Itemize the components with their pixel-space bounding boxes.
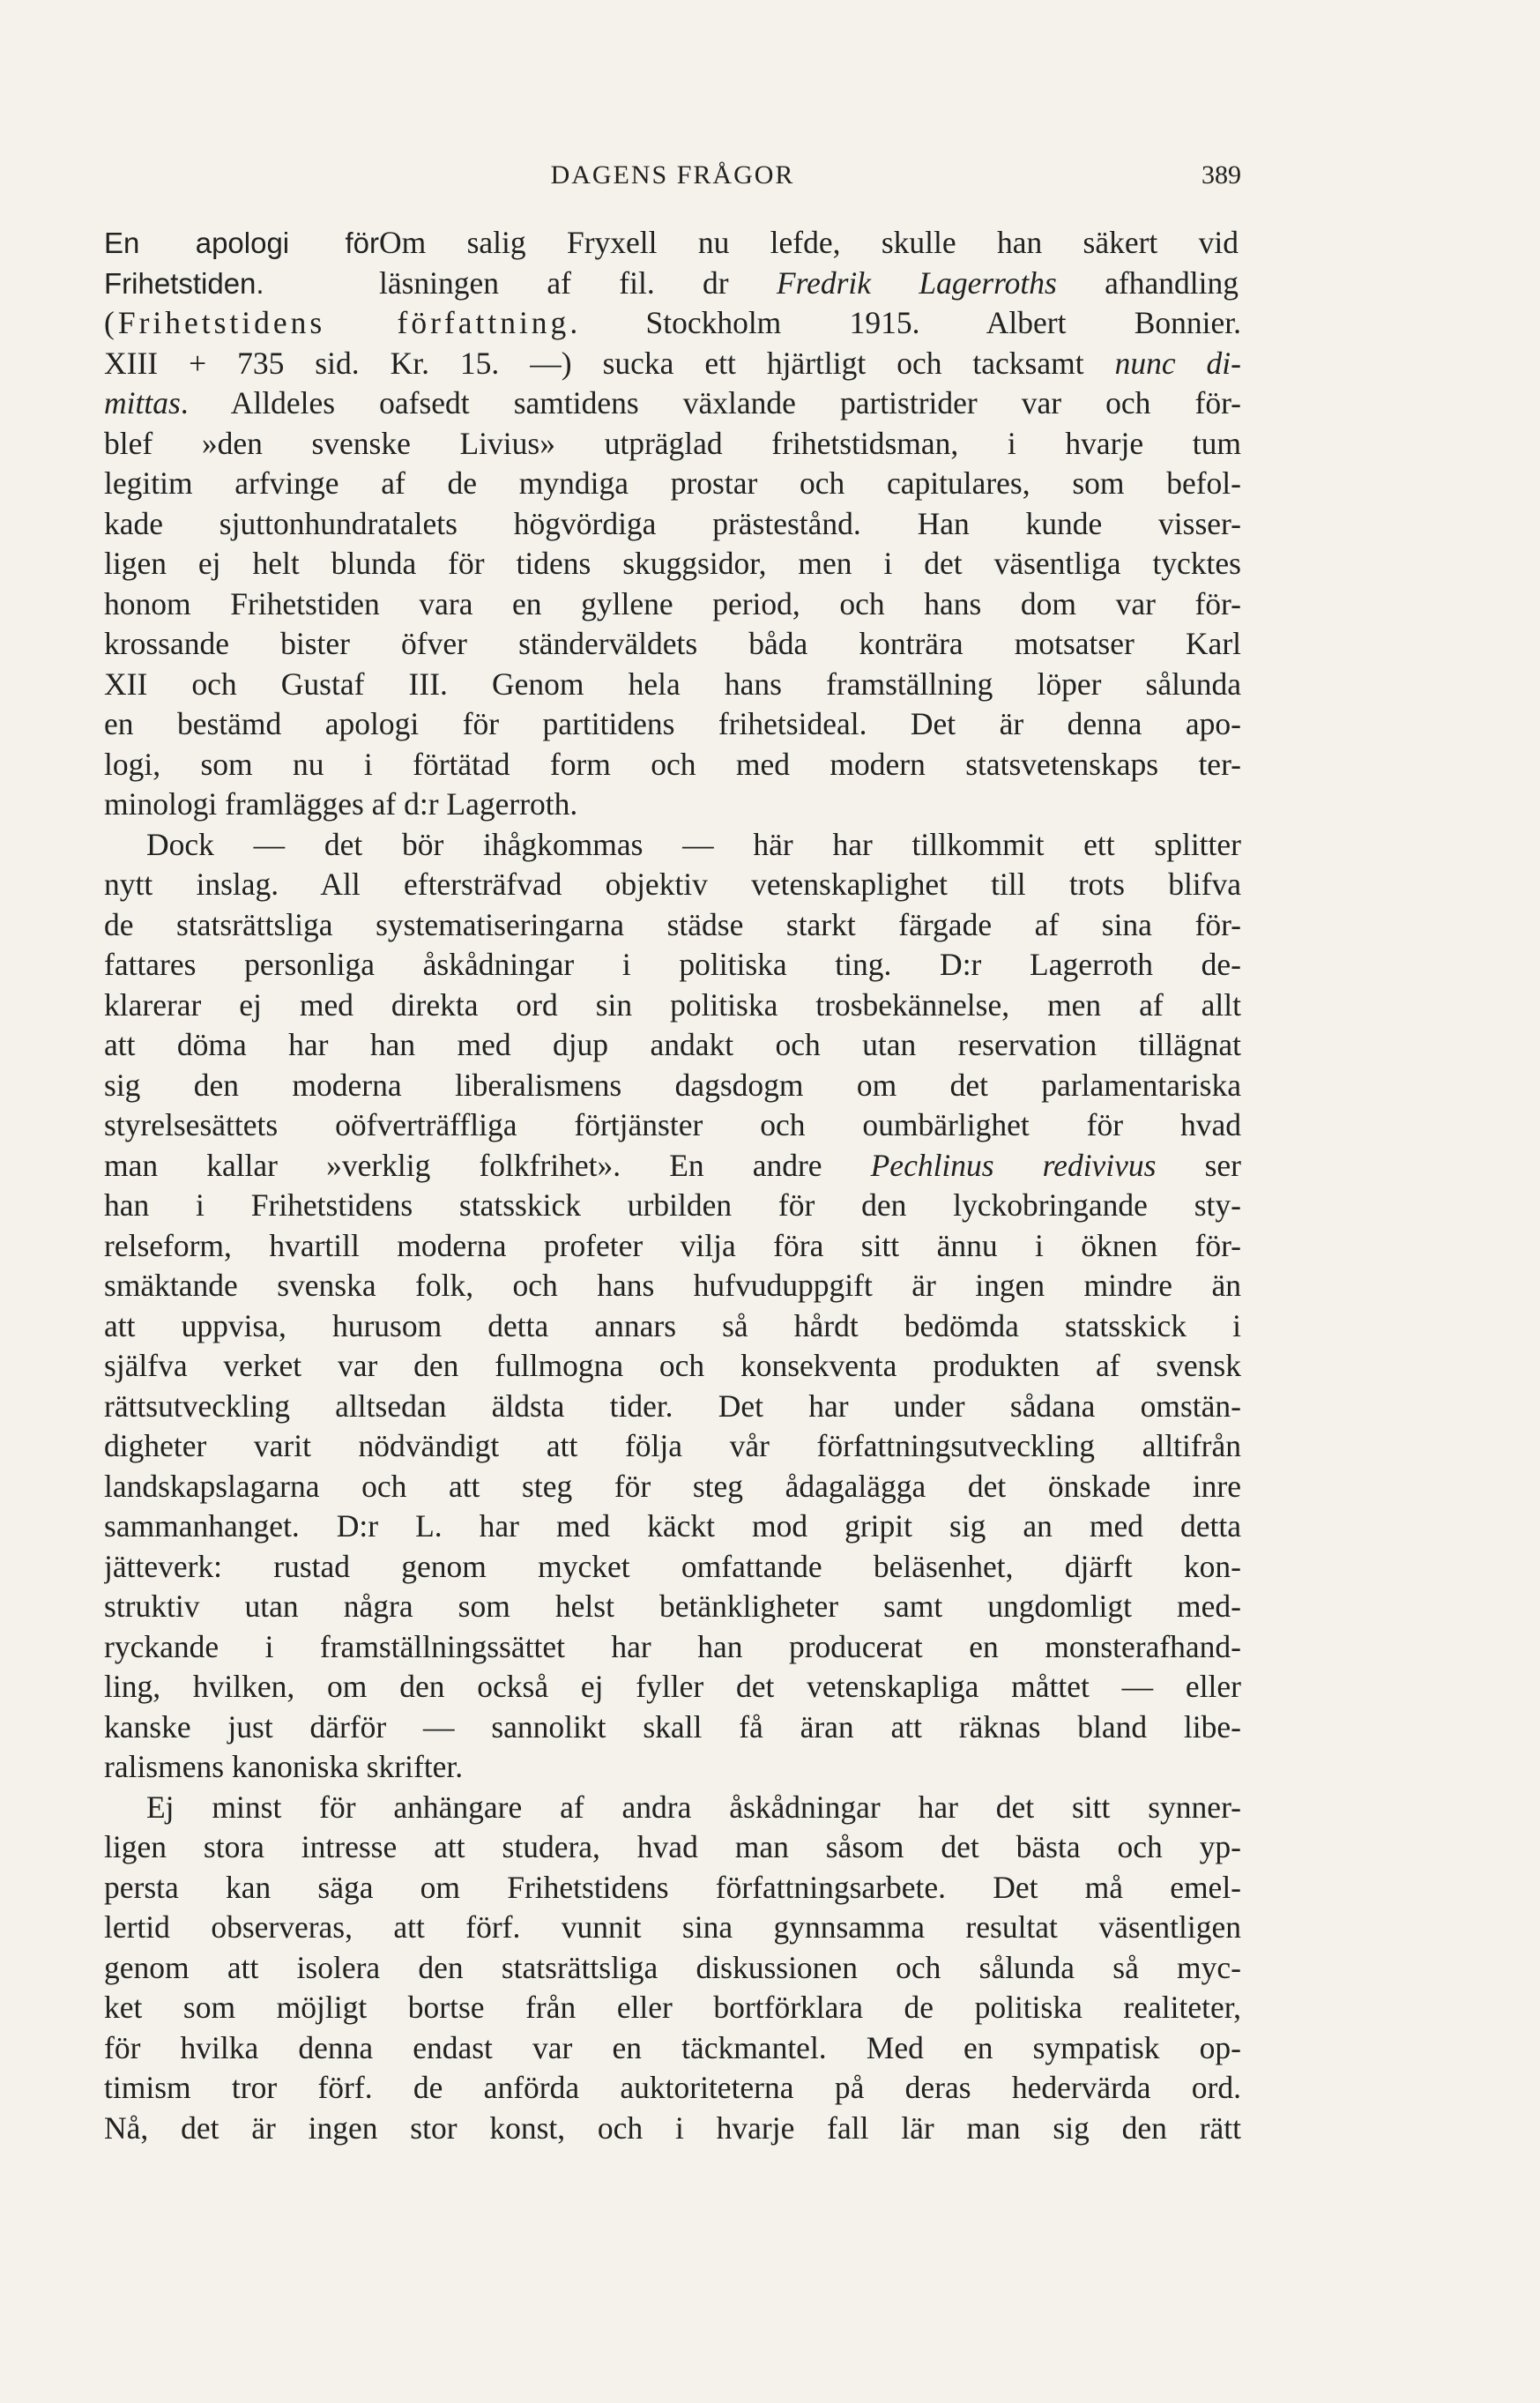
text-line: ryckande i framställningssättet har han producerat en monsterafhand- (104, 1628, 1241, 1664)
text-line: kanske just därför — sannolikt skall få äran att räknas bland libe- (104, 1708, 1241, 1745)
margin-note: En apologi för (104, 227, 379, 259)
text-line: ling, hvilken, om den också ej fyller det vetenskapliga måttet — eller (104, 1669, 1241, 1704)
text-line: ligen stora intresse att studera, hvad man såsom det bästa och yp- (104, 1829, 1241, 1864)
text-line: själfva verket var den fullmogna och konsekventa produkten af svensk (104, 1348, 1241, 1383)
text-line: timism tror förf. de anförda auktoriteterna på deras hedervärda ord. (104, 2070, 1241, 2105)
text-line: en bestämd apologi för partitidens frihetsideal. Det är denna apo- (104, 706, 1241, 741)
text-line: styrelsesättets oöfverträffliga förtjänster och oumbärlighet för hvad (104, 1107, 1241, 1142)
paragraph (104, 1788, 1241, 2149)
text-line: krossande bister öfver ständerväldets båda konträra motsatser Karl (104, 626, 1241, 661)
text-line: (Frihetstidens författning. Stockholm 1915. Albert Bonnier. (104, 305, 1241, 340)
text-line: jätteverk: rustad genom mycket omfattande beläsenhet, djärft kon- (104, 1548, 1241, 1584)
text-line: för hvilka denna endast var en täckmantel. Med en sympatisk op- (104, 2029, 1241, 2065)
text-line: Frihetstiden. läsningen af fil. dr Fredrik Lagerroths afhandling (104, 264, 1241, 304)
text-line: minologi framlägges af d:r Lagerroth. (104, 786, 578, 822)
margin-note: Frihetstiden. (104, 266, 264, 300)
text-line: han i Frihetstidens statsskick urbilden för den lyckobringande sty- (104, 1187, 1241, 1223)
text-line: mittas. Alldeles oafsedt samtidens växlande partistrider var och för- (104, 385, 1241, 420)
text-line: landskapslagarna och att steg för steg ådagalägga det önskade inre (104, 1468, 1241, 1504)
paragraph (104, 223, 1241, 825)
text-line: XII och Gustaf III. Genom hela hans framställning löper sålunda (104, 666, 1241, 702)
text-line: man kallar »verklig folkfrihet». En andre Pechlinus redivivus ser (104, 1147, 1241, 1183)
text-line: persta kan säga om Frihetstidens författningsarbete. Det må emel- (104, 1869, 1241, 1905)
text-line: En apologi förOm salig Fryxell nu lefde, skulle han säkert vid (104, 223, 1241, 264)
text-line: kade sjuttonhundratalets högvördiga prästestånd. Han kunde visser- (104, 505, 1241, 541)
text-line: digheter varit nödvändigt att följa vår författningsutveckling alltifrån (104, 1428, 1241, 1463)
text-line: ralismens kanoniska skrifter. (104, 1749, 464, 1784)
text-line: smäktande svenska folk, och hans hufvuduppgift är ingen mindre än (104, 1268, 1241, 1303)
text-line: XIII + 735 sid. Kr. 15. —) sucka ett hjärtligt och tacksamt nunc di- (104, 345, 1241, 381)
text-line: klarerar ej med direkta ord sin politiska trosbekännelse, men af allt (104, 986, 1241, 1023)
text-line: legitim arfvinge af de myndiga prostar och capitulares, som befol- (104, 465, 1241, 501)
text-line: logi, som nu i förtätad form och med modern statsvetenskaps ter- (104, 746, 1241, 782)
text-line: nytt inslag. All eftersträfvad objektiv vetenskaplighet till trots blifva (104, 867, 1241, 902)
running-head: DAGENS FRÅGOR (550, 160, 795, 190)
paragraph (104, 825, 1241, 1788)
text-line: blef »den svenske Livius» utpräglad frihetstidsman, i hvarje tum (104, 425, 1241, 461)
body-text (104, 223, 1241, 2148)
text-line: struktiv utan några som helst betänkligheter samt ungdomligt med- (104, 1588, 1241, 1624)
text-line: fattares personliga åskådningar i politiska ting. D:r Lagerroth de- (104, 947, 1241, 982)
text-line: honom Frihetstiden vara en gyllene period, och hans dom var för- (104, 585, 1241, 621)
text-line: rättsutveckling alltsedan äldsta tider. Det har under sådana omstän- (104, 1387, 1241, 1424)
text-line: Ej minst för anhängare af andra åskådningar har det sitt synner- (146, 1789, 1241, 1825)
page-header (104, 160, 1241, 196)
text-line: att döma har han med djup andakt och utan reservation tillägnat (104, 1027, 1241, 1062)
page-number: 389 (1201, 160, 1241, 190)
text-line: Nå, det är ingen stor konst, och i hvarje fall lär man sig den rätt (104, 2109, 1241, 2146)
text-line: att uppvisa, hurusom detta annars så hårdt bedömda statsskick i (104, 1307, 1241, 1343)
text-line: Dock — det bör ihågkommas — här har tillkommit ett splitter (146, 826, 1241, 862)
text-line: relseform, hvartill moderna profeter vilja föra sitt ännu i öknen för- (104, 1227, 1241, 1263)
text-line: lertid observeras, att förf. vunnit sina gynnsamma resultat väsentligen (104, 1909, 1241, 1945)
text-line: genom att isolera den statsrättsliga diskussionen och sålunda så myc- (104, 1949, 1241, 1985)
text-line: sig den moderna liberalismens dagsdogm om det parlamentariska (104, 1067, 1241, 1103)
text-line: de statsrättsliga systematiseringarna städse starkt färgade af sina för- (104, 906, 1241, 942)
text-line: sammanhanget. D:r L. har med käckt mod gripit sig an med detta (104, 1508, 1241, 1544)
text-line: ligen ej helt blunda för tidens skuggsidor, men i det väsentliga tycktes (104, 546, 1241, 581)
text-line: ket som möjligt bortse från eller bortförklara de politiska realiteter, (104, 1990, 1241, 2025)
